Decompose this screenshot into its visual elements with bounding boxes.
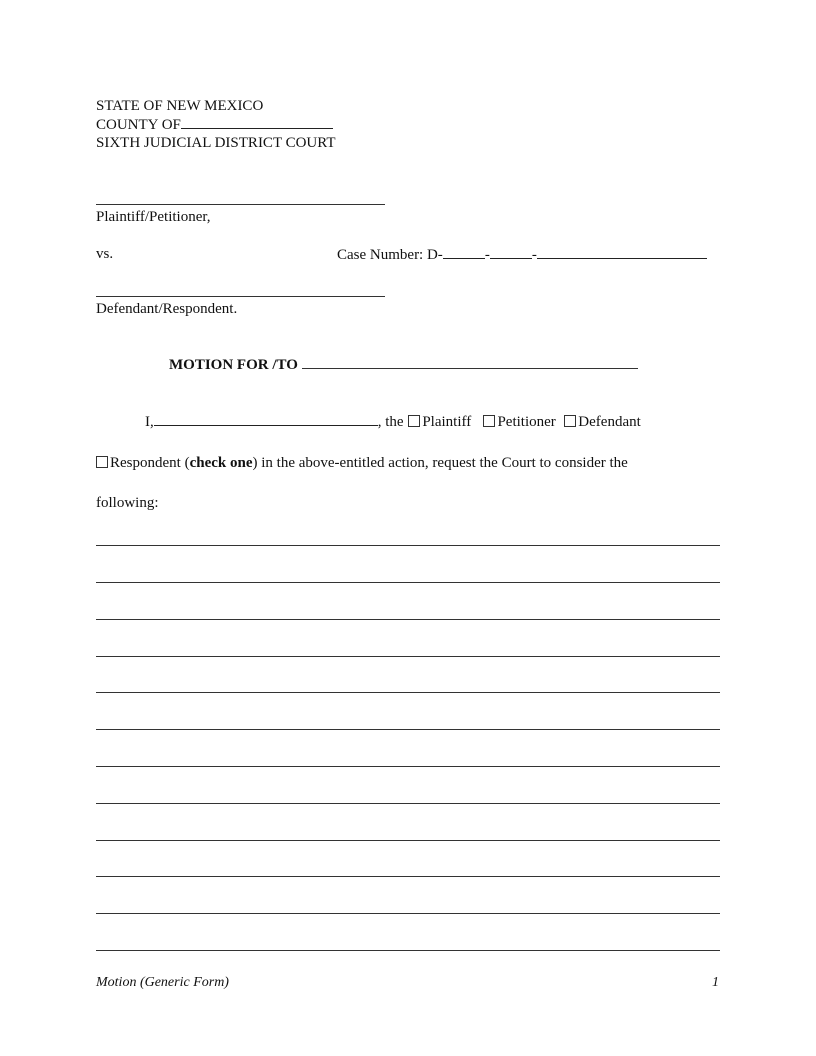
writing-line[interactable]	[96, 876, 720, 877]
court-heading: SIXTH JUDICIAL DISTRICT COURT	[96, 135, 336, 151]
plaintiff-label: Plaintiff/Petitioner,	[96, 209, 211, 225]
county-label: COUNTY OF	[96, 117, 181, 133]
footer-page-number: 1	[712, 975, 719, 990]
body-line-3: following:	[96, 495, 159, 511]
plaintiff-option-label: Plaintiff	[422, 414, 472, 430]
case-separator: -	[531, 247, 537, 263]
body-line-2-text: ) in the above-entitled action, request the Court to consider the	[252, 455, 628, 471]
versus-label: vs.	[96, 246, 114, 262]
writing-line[interactable]	[96, 840, 720, 841]
county-field[interactable]	[181, 115, 333, 129]
writing-line[interactable]	[96, 619, 720, 620]
petitioner-checkbox[interactable]	[483, 415, 495, 427]
movant-name-field[interactable]	[154, 412, 378, 426]
defendant-checkbox[interactable]	[564, 415, 576, 427]
petitioner-option-label: Petitioner	[497, 414, 556, 430]
case-number-line	[337, 245, 707, 264]
defendant-label: Defendant/Respondent.	[96, 301, 238, 317]
state-heading: STATE OF NEW MEXICO	[96, 98, 264, 114]
county-line	[96, 115, 333, 134]
writing-line[interactable]	[96, 913, 720, 914]
motion-title-prefix: MOTION FOR /TO	[169, 357, 298, 373]
paren-open: (	[180, 455, 190, 471]
body-line-2	[96, 454, 628, 472]
respondent-option-label: Respondent	[110, 455, 181, 471]
defendant-name-field[interactable]	[96, 296, 385, 297]
motion-title	[169, 355, 638, 374]
respondent-checkbox[interactable]	[96, 456, 108, 468]
defendant-option-label: Defendant	[578, 414, 641, 430]
writing-line[interactable]	[96, 582, 720, 583]
case-separator: -	[484, 247, 490, 263]
case-number-field-3[interactable]	[537, 245, 707, 259]
body-line-1	[145, 412, 641, 431]
plaintiff-checkbox[interactable]	[408, 415, 420, 427]
writing-line[interactable]	[96, 545, 720, 546]
intro-text: I,	[145, 414, 154, 430]
case-number-label: Case Number: D-	[337, 247, 443, 263]
writing-line[interactable]	[96, 950, 720, 951]
writing-line[interactable]	[96, 729, 720, 730]
check-one-instruction: check one	[189, 455, 253, 471]
writing-line[interactable]	[96, 692, 720, 693]
writing-line[interactable]	[96, 803, 720, 804]
plaintiff-name-field[interactable]	[96, 204, 385, 205]
case-number-field-2[interactable]	[490, 245, 532, 259]
case-number-field-1[interactable]	[443, 245, 485, 259]
writing-line[interactable]	[96, 766, 720, 767]
the-text: , the	[377, 414, 404, 430]
writing-line[interactable]	[96, 656, 720, 657]
footer-form-name: Motion (Generic Form)	[96, 975, 229, 990]
motion-purpose-field[interactable]	[302, 355, 638, 369]
